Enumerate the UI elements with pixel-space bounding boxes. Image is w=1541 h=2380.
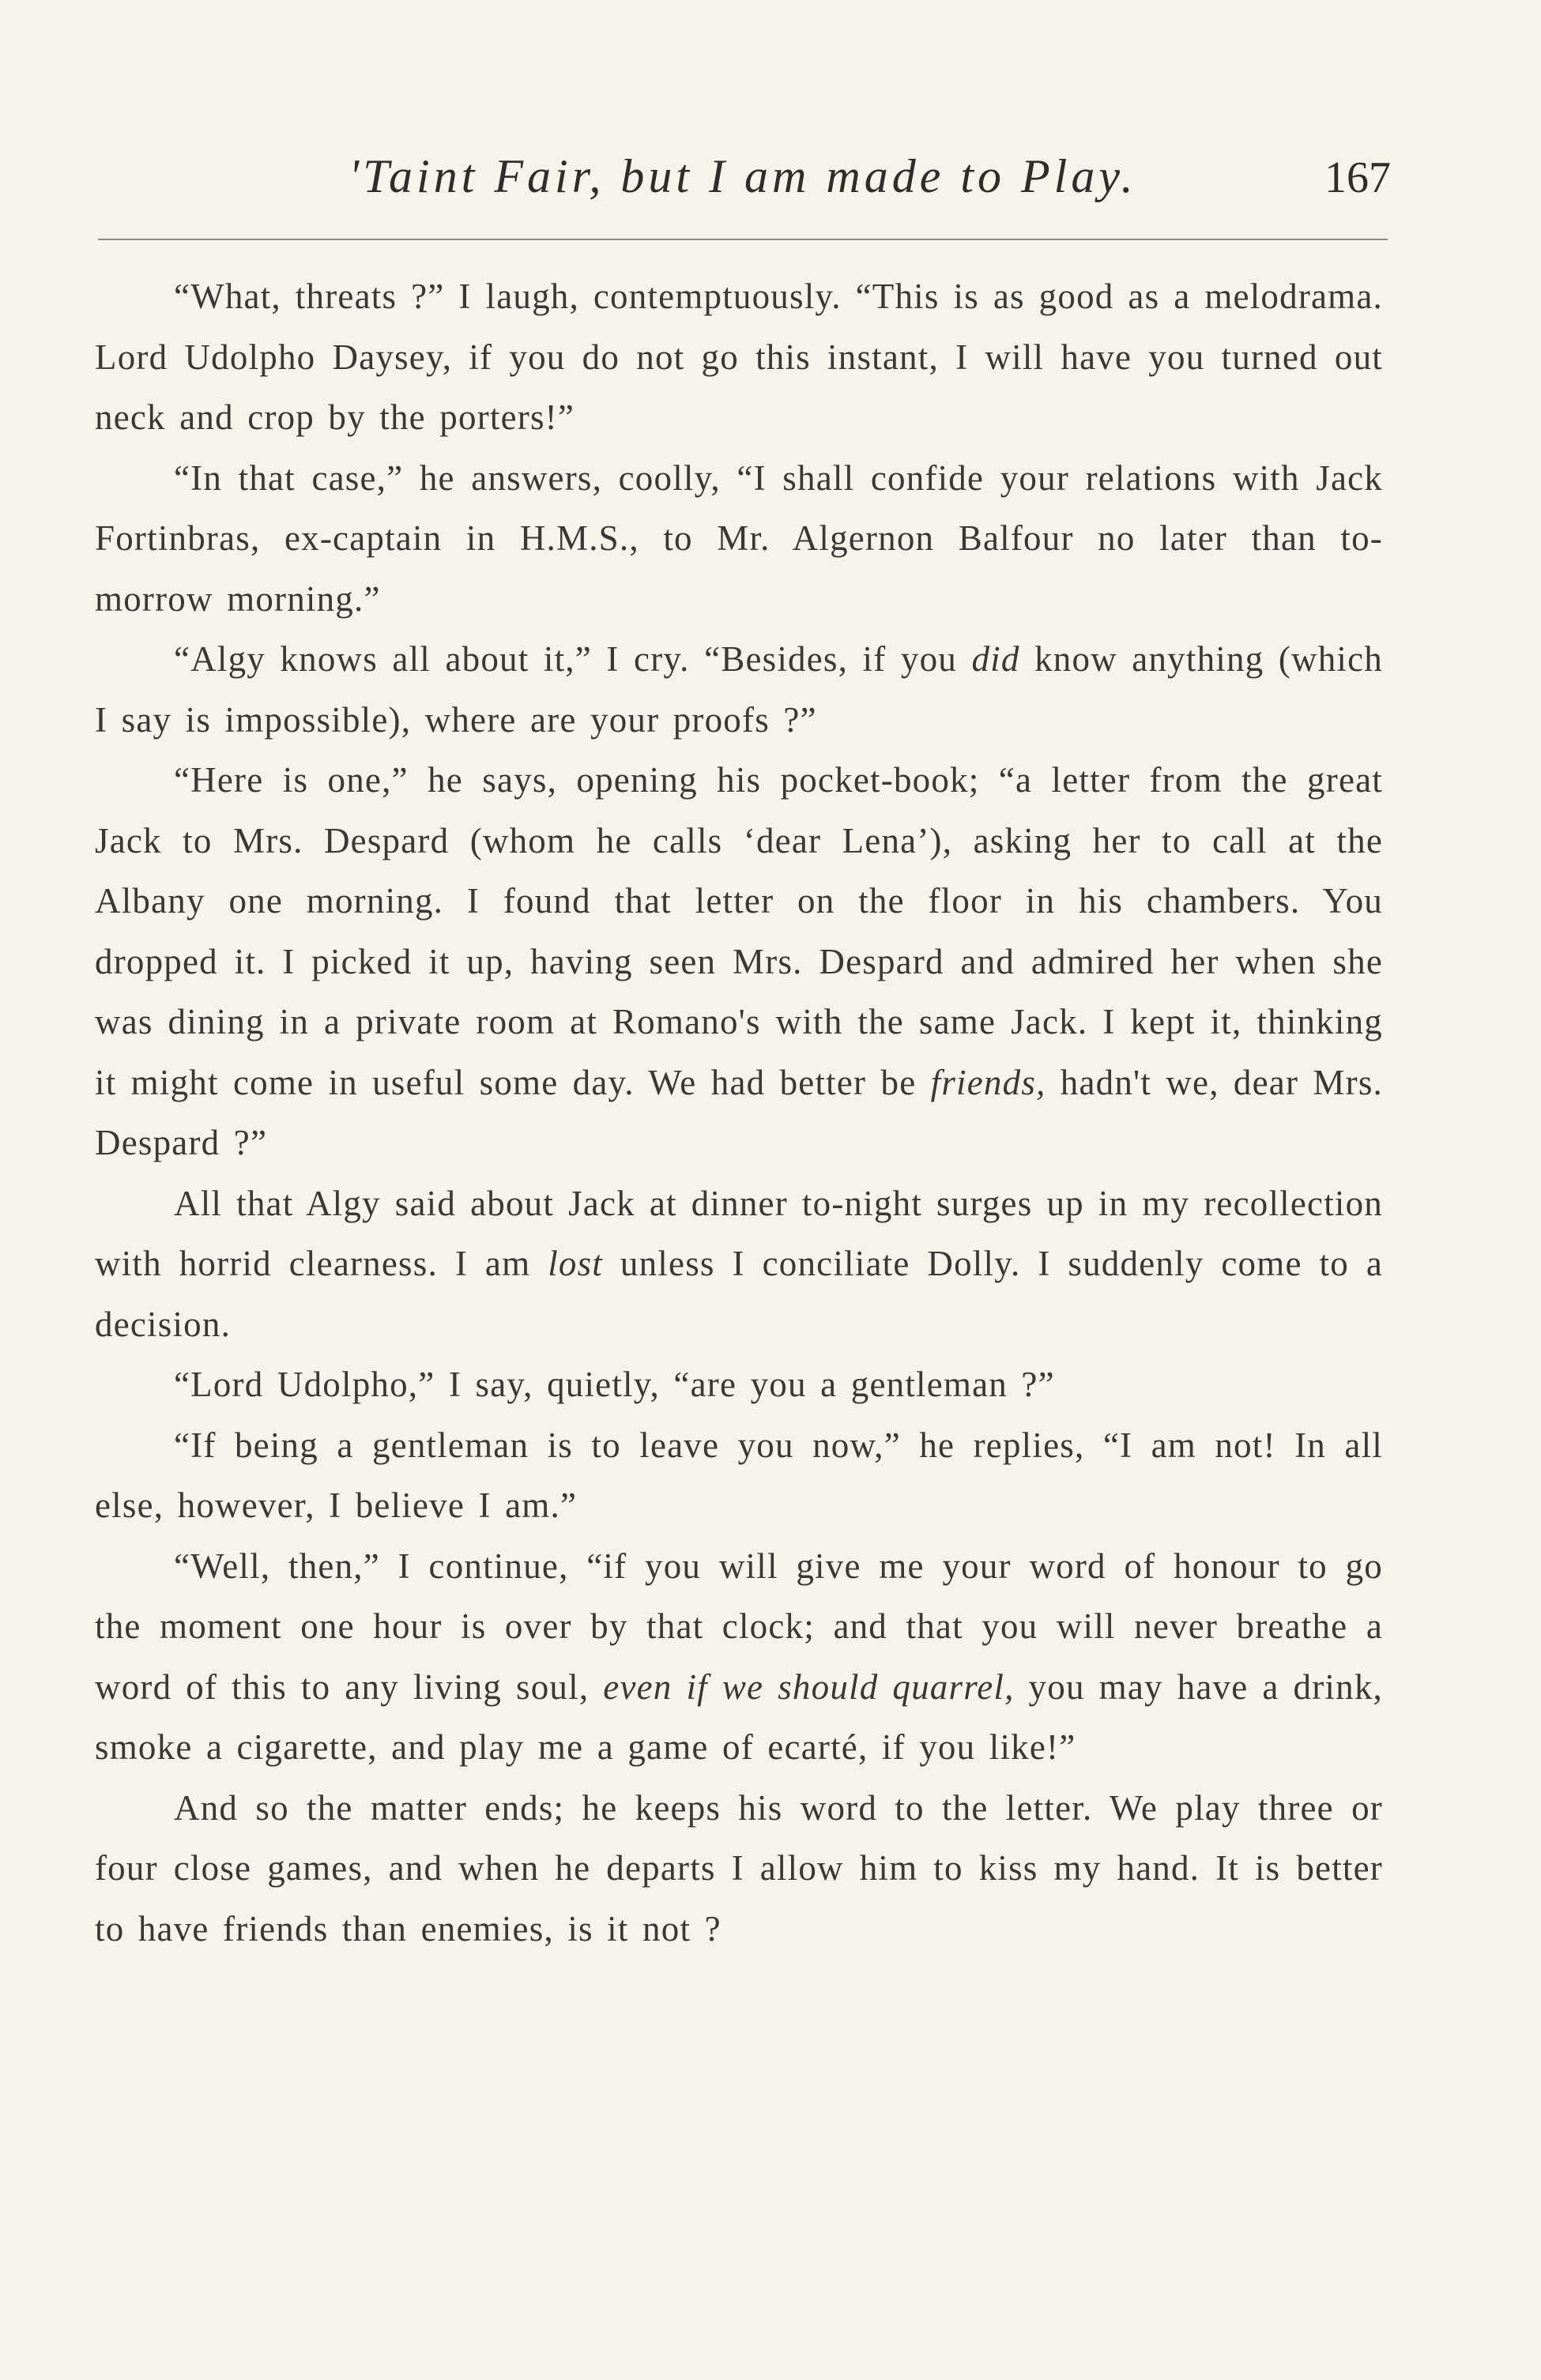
text-run: All that Algy said about Jack at dinner to-night surges up in my recollection with horrid clearness. I am <box>95 1183 1383 1283</box>
text-run: unless I conciliate Dolly. I suddenly come to a decision. <box>95 1244 1383 1344</box>
text-run: hadn't we, dear Mrs. Despard ?” <box>95 1062 1383 1162</box>
running-title: 'Taint Fair, but I am made to Play. <box>349 150 1137 202</box>
paragraph <box>95 1415 1383 1536</box>
text-run: “Here is one,” he says, opening his pocket-book; “a letter from the great Jack to Mrs. Despard (whom he calls ‘dear Lena’), asking her to call at the Albany one morning. I found that letter on the floor in his chambers. You dropped it. I picked it up, having seen Mrs. Despard and admired her when she was dining in a private room at Romano's with the same Jack. I kept it, thinking it might come in useful some day. We had better be <box>95 760 1383 1102</box>
text-run: “Well, then,” I continue, “if you will give me your word of honour to go the moment one hour is over by that clock; and that you will never breathe a word of this to any living soul, <box>95 1546 1383 1707</box>
paragraph <box>95 1536 1383 1778</box>
paragraph <box>95 266 1383 448</box>
text-run: “In that case,” he answers, coolly, “I shall confide your relations with Jack Fortinbras, ex-captain in H.M.S., to Mr. Algernon Balfour no later than to-morrow morning.” <box>95 458 1383 619</box>
page-number: 167 <box>1324 153 1391 202</box>
page-header <box>95 149 1391 212</box>
paragraph <box>95 1354 1383 1415</box>
paragraph <box>95 1173 1383 1355</box>
text-run: “Algy knows all about it,” I cry. “Besides, if you <box>174 639 972 679</box>
text-run: know anything (which I say is impossible), where are your proofs ?” <box>95 639 1383 740</box>
text-run: “What, threats ?” I laugh, contemptuously. “This is as good as a melodrama. Lord Udolpho Daysey, if you do not go this instant, I will have you turned out neck and crop by the porters!” <box>95 277 1383 437</box>
text-run: “If being a gentleman is to leave you now,” he replies, “I am not! In all else, however, I believe I am.” <box>95 1425 1383 1525</box>
text-run: And so the matter ends; he keeps his word to the letter. We play three or four close games, and when he departs I allow him to kiss my hand. It is better to have friends than enemies, is it not ? <box>95 1787 1383 1949</box>
italic-text: friends, <box>930 1062 1046 1102</box>
text-run: “Lord Udolpho,” I say, quietly, “are you a gentleman ?” <box>174 1365 1055 1404</box>
paragraph <box>95 448 1383 630</box>
body-text <box>95 266 1383 1959</box>
text-run: you may have a drink, smoke a cigarette, and play me a game of ecarté, if you like!” <box>95 1666 1383 1767</box>
italic-text: lost <box>548 1244 604 1283</box>
header-rule <box>98 239 1388 240</box>
paragraph <box>95 750 1383 1173</box>
paragraph <box>95 629 1383 750</box>
italic-text: did <box>971 639 1020 679</box>
paragraph <box>95 1778 1383 1960</box>
italic-text: even if we should quarrel, <box>603 1666 1015 1707</box>
